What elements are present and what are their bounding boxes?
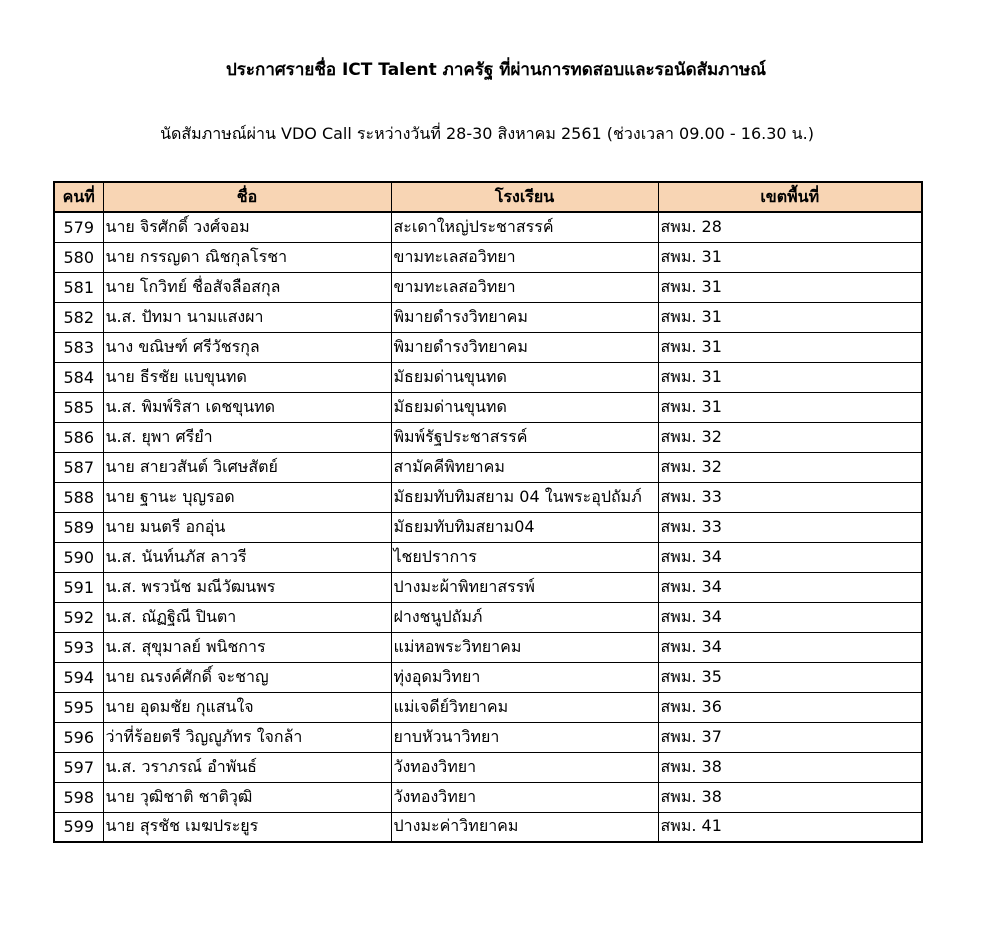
cell-area: สพม. 32 (658, 452, 922, 482)
cell-area: สพม. 31 (658, 392, 922, 422)
cell-name: นาย ธีรชัย แบขุนทด (103, 362, 391, 392)
cell-number: 579 (54, 212, 103, 242)
table-row (54, 632, 922, 662)
cell-area: สพม. 36 (658, 692, 922, 722)
cell-school: พิมายดำรงวิทยาคม (391, 332, 658, 362)
candidate-table (53, 181, 923, 843)
cell-name: นาย ฐานะ บุญรอด (103, 482, 391, 512)
cell-number: 590 (54, 542, 103, 572)
cell-name: นาย ณรงค์ศักดิ์ จะชาญ (103, 662, 391, 692)
cell-school: พิมายดำรงวิทยาคม (391, 302, 658, 332)
cell-area: สพม. 34 (658, 632, 922, 662)
cell-name: นาง ขณิษฑ์ ศรีวัชรกุล (103, 332, 391, 362)
cell-school: ไชยปราการ (391, 542, 658, 572)
table-row (54, 812, 922, 842)
cell-area: สพม. 32 (658, 422, 922, 452)
cell-school: สะเดาใหญ่ประชาสรรค์ (391, 212, 658, 242)
table-row (54, 662, 922, 692)
cell-school: วังทองวิทยา (391, 782, 658, 812)
cell-area: สพม. 33 (658, 482, 922, 512)
table-row (54, 362, 922, 392)
cell-school: พิมพ์รัฐประชาสรรค์ (391, 422, 658, 452)
table-row (54, 722, 922, 752)
cell-name: นาย จิรศักดิ์ วงศ์จอม (103, 212, 391, 242)
cell-school: ฝางชนูปถัมภ์ (391, 602, 658, 632)
cell-number: 594 (54, 662, 103, 692)
header-number: คนที่ (54, 182, 103, 212)
cell-name: นาย สุรชัช เมฆประยูร (103, 812, 391, 842)
cell-area: สพม. 31 (658, 332, 922, 362)
cell-area: สพม. 28 (658, 212, 922, 242)
table-row (54, 392, 922, 422)
cell-area: สพม. 37 (658, 722, 922, 752)
cell-area: สพม. 33 (658, 512, 922, 542)
cell-name: น.ส. ยุพา ศรียำ (103, 422, 391, 452)
header-name: ชื่อ (103, 182, 391, 212)
table-row (54, 332, 922, 362)
cell-number: 580 (54, 242, 103, 272)
cell-school: ปางมะค่าวิทยาคม (391, 812, 658, 842)
cell-name: น.ส. ณัฏฐิณี ปินตา (103, 602, 391, 632)
table-row (54, 692, 922, 722)
page-subtitle: นัดสัมภาษณ์ผ่าน VDO Call ระหว่างวันที่ 28-30 สิงหาคม 2561 (ช่วงเวลา 09.00 - 16.30 น.) (160, 124, 814, 143)
cell-number: 596 (54, 722, 103, 752)
cell-school: แม่เจดีย์วิทยาคม (391, 692, 658, 722)
cell-area: สพม. 31 (658, 272, 922, 302)
cell-school: ขามทะเลสอวิทยา (391, 242, 658, 272)
cell-school: ปางมะผ้าพิทยาสรรพ์ (391, 572, 658, 602)
table-row (54, 302, 922, 332)
cell-name: นาย วุฒิชาติ ชาติวุฒิ (103, 782, 391, 812)
cell-area: สพม. 38 (658, 782, 922, 812)
cell-school: สามัคคีพิทยาคม (391, 452, 658, 482)
cell-area: สพม. 31 (658, 302, 922, 332)
cell-area: สพม. 34 (658, 572, 922, 602)
cell-name: นาย โกวิทย์ ชื่อสัจลือสกุล (103, 272, 391, 302)
cell-number: 584 (54, 362, 103, 392)
cell-number: 582 (54, 302, 103, 332)
cell-school: ขามทะเลสอวิทยา (391, 272, 658, 302)
table-row (54, 242, 922, 272)
table-row (54, 602, 922, 632)
cell-name: ว่าที่ร้อยตรี วิญญูภัทร ใจกล้า (103, 722, 391, 752)
cell-school: มัธยมด่านขุนทด (391, 392, 658, 422)
header-school: โรงเรียน (391, 182, 658, 212)
table-row (54, 572, 922, 602)
cell-area: สพม. 34 (658, 602, 922, 632)
cell-school: ทุ่งอุดมวิทยา (391, 662, 658, 692)
cell-number: 591 (54, 572, 103, 602)
cell-area: สพม. 41 (658, 812, 922, 842)
cell-area: สพม. 31 (658, 242, 922, 272)
cell-area: สพม. 34 (658, 542, 922, 572)
cell-number: 588 (54, 482, 103, 512)
cell-number: 597 (54, 752, 103, 782)
table-row (54, 782, 922, 812)
cell-number: 585 (54, 392, 103, 422)
cell-name: นาย อุดมชัย กุแสนใจ (103, 692, 391, 722)
table-body (54, 212, 922, 842)
table-row (54, 452, 922, 482)
cell-name: น.ส. วราภรณ์ อำพันธ์ (103, 752, 391, 782)
table-row (54, 752, 922, 782)
cell-school: วังทองวิทยา (391, 752, 658, 782)
cell-number: 581 (54, 272, 103, 302)
cell-area: สพม. 35 (658, 662, 922, 692)
cell-name: น.ส. ปัทมา นามแสงผา (103, 302, 391, 332)
cell-number: 583 (54, 332, 103, 362)
cell-school: มัธยมด่านขุนทด (391, 362, 658, 392)
table-row (54, 272, 922, 302)
cell-number: 599 (54, 812, 103, 842)
header-area: เขตพื้นที่ (658, 182, 922, 212)
cell-name: นาย กรรญดา ณิชกุลโรชา (103, 242, 391, 272)
cell-number: 589 (54, 512, 103, 542)
cell-number: 598 (54, 782, 103, 812)
cell-school: แม่หอพระวิทยาคม (391, 632, 658, 662)
table-row (54, 542, 922, 572)
cell-name: น.ส. สุขุมาลย์ พนิชการ (103, 632, 391, 662)
cell-name: น.ส. นันท์นภัส ลาวรี (103, 542, 391, 572)
cell-number: 586 (54, 422, 103, 452)
cell-area: สพม. 38 (658, 752, 922, 782)
table-header-row (54, 182, 922, 212)
table-row (54, 212, 922, 242)
cell-number: 595 (54, 692, 103, 722)
cell-number: 587 (54, 452, 103, 482)
page-title: ประกาศรายชื่อ ICT Talent ภาครัฐ ที่ผ่านการทดสอบและรอนัดสัมภาษณ์ (226, 60, 766, 80)
cell-name: นาย สายวสันต์ วิเศษสัตย์ (103, 452, 391, 482)
cell-name: น.ส. พรวนัช มณีวัฒนพร (103, 572, 391, 602)
cell-school: มัธยมทับทิมสยาม 04 ในพระอุปถัมภ์ (391, 482, 658, 512)
cell-school: ยาบหัวนาวิทยา (391, 722, 658, 752)
cell-school: มัธยมทับทิมสยาม04 (391, 512, 658, 542)
cell-area: สพม. 31 (658, 362, 922, 392)
cell-name: นาย มนตรี อกอุ่น (103, 512, 391, 542)
cell-number: 593 (54, 632, 103, 662)
table-row (54, 512, 922, 542)
cell-number: 592 (54, 602, 103, 632)
cell-name: น.ส. พิมพ์ริสา เดชขุนทด (103, 392, 391, 422)
table-row (54, 422, 922, 452)
table-row (54, 482, 922, 512)
